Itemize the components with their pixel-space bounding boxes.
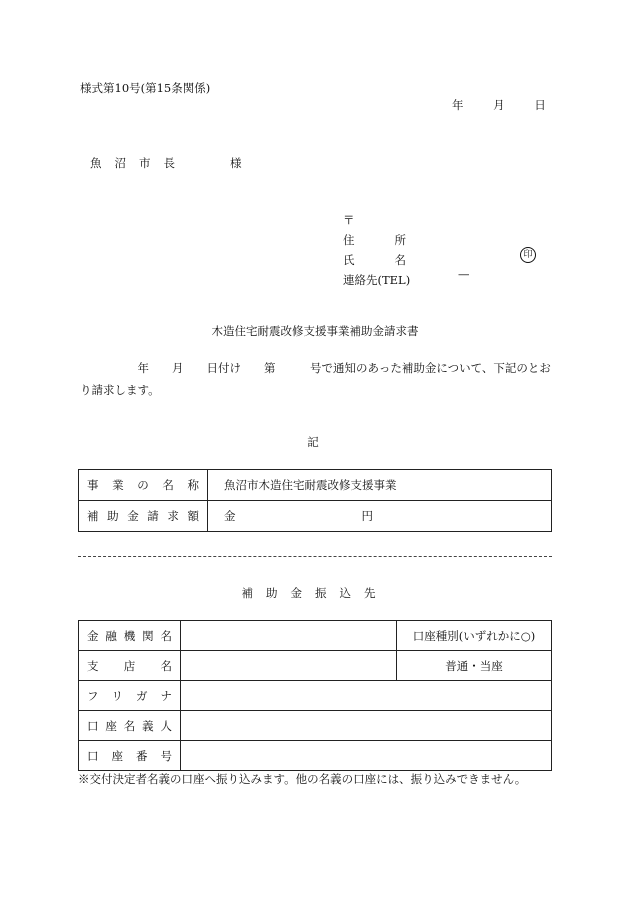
date-year-label: 年 [452,98,464,112]
branch-label [79,651,181,681]
amount-prefix: 金 [224,509,236,523]
bank-table [78,620,552,771]
amount-unit: 円 [361,509,373,523]
account-type-options[interactable]: 普通・当座 [397,651,552,681]
account-holder-field[interactable] [181,711,552,741]
label-char: 口 [87,718,99,733]
name-label [343,250,410,270]
label-char: 事 [87,478,99,492]
label-char: 番 [136,748,148,763]
amount-field[interactable] [208,501,552,532]
project-name-value[interactable]: 魚沼市木造住宅耐震改修支援事業 [208,470,552,501]
label-char: 融 [105,628,117,643]
branch-field[interactable] [181,651,397,681]
label-char: 名 [160,658,172,673]
branch-row [79,651,552,681]
account-holder-row [79,711,552,741]
amount-label [79,501,208,532]
transfer-title: 補助金振込先 [241,586,389,600]
label-char: 金 [87,628,99,643]
addressee-sama: 様 [230,156,242,170]
label-char: 求 [167,509,179,523]
date-line [452,97,546,113]
body-text: 年 月 日付け 第 号で通知のあった補助金について、下記のとおり請求します。 [80,361,551,397]
label-char: 名 [162,478,174,492]
account-number-label [79,741,181,771]
label-char: 人 [160,718,172,733]
ki-heading: 記 [307,435,319,449]
contact-label: 連絡先(TEL) [343,273,411,287]
addressee-mayor: 魚沼市長 [90,156,188,170]
label-char: 口 [87,748,99,763]
label-char: 座 [105,718,117,733]
label-char: 称 [187,478,199,492]
account-holder-label [79,711,181,741]
label-char: 金 [127,509,139,523]
furigana-row [79,681,552,711]
footnote: ※交付決定者名義の口座へ振り込みます。他の名義の口座には、振り込みできません。 [78,772,527,786]
account-number-row [79,741,552,771]
label-char: 機 [123,628,136,643]
amount-row [79,501,552,532]
form-number: 様式第10号(第15条関係) [80,81,211,95]
address-label [343,230,410,250]
label-char: リ [111,688,123,703]
document-title: 木造住宅耐震改修支援事業補助金請求書 [211,324,419,338]
label-char: 座 [111,748,123,763]
postal-mark: 〒 [343,213,355,227]
date-day-label: 日 [534,98,546,112]
seal-mark: 印 [520,247,536,263]
bank-name-field[interactable] [181,621,397,651]
project-name-label [79,470,208,501]
label-char: 関 [142,628,154,643]
addressee [90,155,242,171]
label-char: 名 [160,628,172,643]
furigana-label [79,681,181,711]
project-table [78,469,552,532]
bank-name-label [79,621,181,651]
label-char: 号 [160,748,172,763]
name-label-2: 名 [394,253,406,267]
label-char: 業 [112,478,124,492]
label-char: 額 [187,509,199,523]
date-month-label: 月 [493,98,505,112]
label-char: ガ [136,688,148,703]
applicant-block [343,210,410,290]
account-type-label: 口座種別(いずれかに○) [397,621,552,651]
label-char: フ [87,688,99,703]
label-char: の [137,478,149,492]
bank-name-row [79,621,552,651]
name-label-1: 氏 [343,253,355,267]
label-char: 支 [87,658,99,673]
label-char: 補 [87,509,99,523]
label-char: 助 [107,509,119,523]
furigana-field[interactable] [181,681,552,711]
address-label-2: 所 [394,233,406,247]
label-char: 請 [147,509,159,523]
label-char: ナ [160,688,172,703]
tel-separator: — [458,267,470,281]
cut-line [78,556,552,557]
address-label-1: 住 [343,233,355,247]
label-char: 義 [142,718,154,733]
label-char: 店 [123,658,136,673]
label-char: 名 [123,718,136,733]
project-name-row [79,470,552,501]
account-number-field[interactable] [181,741,552,771]
